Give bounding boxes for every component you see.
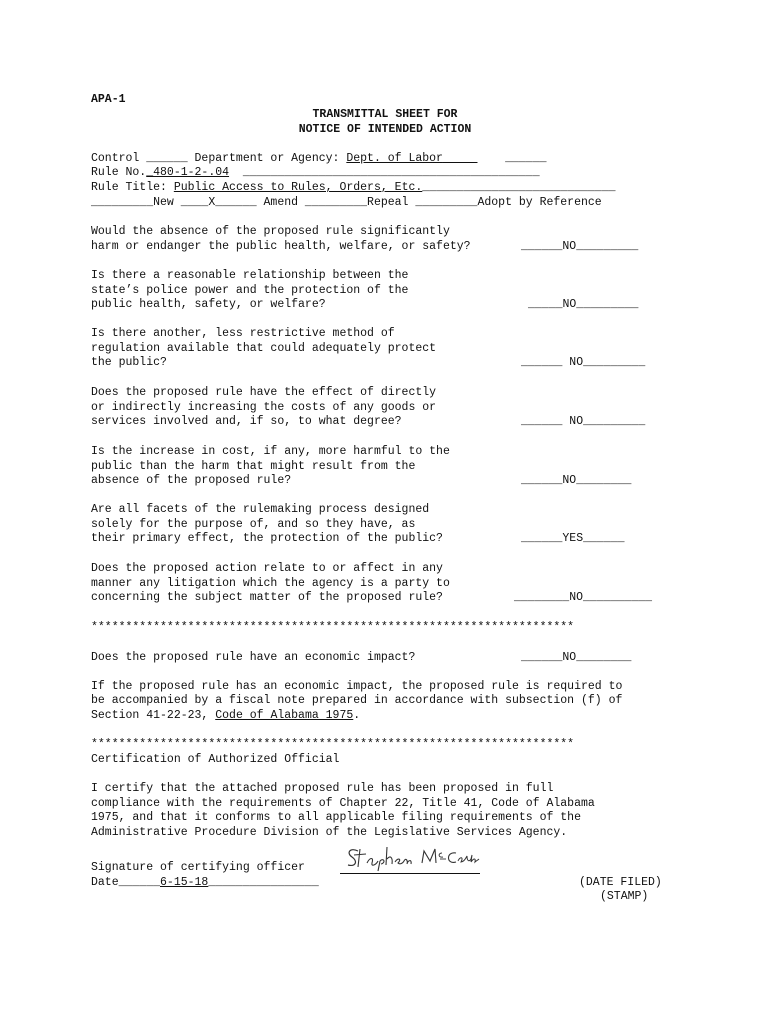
rule-title-fill: ____________________________ bbox=[422, 181, 616, 194]
agency-suffix: ______ bbox=[477, 152, 547, 165]
rule-no-line bbox=[91, 166, 540, 181]
question-6-answer[interactable]: ______YES______ bbox=[521, 532, 625, 546]
signature-field[interactable] bbox=[340, 857, 480, 874]
rule-title-field[interactable]: Public Access to Rules, Orders, Etc. bbox=[173, 181, 423, 194]
economic-answer[interactable]: ______NO________ bbox=[521, 651, 632, 664]
certification-line-1: I certify that the attached proposed rule has been proposed in full bbox=[91, 782, 554, 795]
economic-question: Does the proposed rule have an economic impact? bbox=[91, 651, 416, 664]
section-reference: Section 41-22-23, bbox=[91, 709, 216, 722]
question-3-line-3: the public? bbox=[91, 356, 167, 370]
title-line-2: NOTICE OF INTENDED ACTION bbox=[298, 123, 472, 136]
question-5-answer[interactable]: ______NO________ bbox=[521, 474, 632, 488]
question-4-line-3: services involved and, if so, to what degree? bbox=[91, 415, 402, 429]
question-4-answer[interactable]: ______ NO_________ bbox=[521, 415, 646, 429]
handwritten-signature bbox=[340, 843, 480, 873]
question-2-answer[interactable]: _____NO_________ bbox=[528, 298, 639, 312]
question-4-line-2: or indirectly increasing the costs of any goods or bbox=[91, 400, 437, 414]
economic-paragraph-line-2: be accompanied by a fiscal note prepared in accordance with subsection (f) of bbox=[91, 694, 623, 707]
question-2-line-2: state’s police power and the protection of the bbox=[91, 283, 409, 297]
certification-line-2: compliance with the requirements of Chapter 22, Title 41, Code of Alabama bbox=[91, 797, 595, 810]
question-6-line-1: Are all facets of the rulemaking process designed bbox=[91, 503, 430, 516]
question-7-line-1: Does the proposed action relate to or affect in any bbox=[91, 562, 443, 575]
signature-label: Signature of certifying officer bbox=[91, 861, 305, 874]
question-6-line-3: their primary effect, the protection of the public? bbox=[91, 532, 443, 546]
stamp-label: (STAMP) bbox=[600, 890, 649, 903]
question-4-line-1: Does the proposed rule have the effect of directly bbox=[91, 386, 437, 399]
question-5-line-1: Is the increase in cost, if any, more harmful to the bbox=[91, 445, 450, 458]
question-7-answer[interactable]: ________NO__________ bbox=[514, 591, 653, 605]
separator-1: ********************************************************************** bbox=[91, 621, 575, 634]
rule-no-fill: ___________________________________________ bbox=[229, 166, 540, 179]
period: . bbox=[353, 709, 361, 722]
question-1-answer[interactable]: ______NO_________ bbox=[521, 239, 639, 253]
rule-no-field[interactable]: _480-1-2-.04 bbox=[146, 166, 230, 179]
question-2-line-3: public health, safety, or welfare? bbox=[91, 298, 326, 312]
question-3-line-1: Is there another, less restrictive method of bbox=[91, 327, 395, 340]
certification-line-3: 1975, and that it conforms to all applicable filing requirements of the bbox=[91, 811, 581, 824]
certification-heading: Certification of Authorized Official bbox=[91, 753, 340, 766]
form-id: APA-1 bbox=[91, 93, 126, 106]
question-6-line-2: solely for the purpose of, and so they have, as bbox=[91, 517, 416, 531]
title-line-1: TRANSMITTAL SHEET FOR bbox=[312, 108, 458, 121]
rule-title-label: Rule Title: bbox=[91, 181, 174, 194]
control-agency-label: Control ______ Department or Agency: bbox=[91, 152, 347, 165]
question-7-line-3: concerning the subject matter of the proposed rule? bbox=[91, 591, 443, 605]
rule-no-label: Rule No. bbox=[91, 166, 147, 179]
question-2-line-1: Is there a reasonable relationship between the bbox=[91, 269, 409, 282]
date-field[interactable]: 6-15-18 bbox=[160, 876, 209, 889]
question-1-line-2: harm or endanger the public health, welfare, or safety? bbox=[91, 239, 471, 253]
date-label: Date______ bbox=[91, 876, 161, 889]
control-agency-line bbox=[91, 152, 547, 167]
agency-field-fill bbox=[443, 152, 478, 165]
agency-field[interactable]: Dept. of Labor bbox=[346, 152, 443, 165]
question-1-line-1: Would the absence of the proposed rule significantly bbox=[91, 225, 450, 238]
question-5-line-3: absence of the proposed rule? bbox=[91, 474, 292, 488]
separator-2: ********************************************************************** bbox=[91, 738, 575, 751]
question-3-line-2: regulation available that could adequately protect bbox=[91, 341, 437, 355]
date-line bbox=[91, 876, 319, 891]
code-of-alabama-citation: Code of Alabama 1975 bbox=[215, 709, 354, 722]
question-3-answer[interactable]: ______ NO_________ bbox=[521, 356, 646, 370]
question-5-line-2: public than the harm that might result from the bbox=[91, 459, 416, 473]
action-type-line[interactable]: _________New ____X______ Amend _________Repeal _________Adopt by Reference bbox=[91, 196, 602, 209]
date-fill: ________________ bbox=[208, 876, 319, 889]
certification-line-4: Administrative Procedure Division of the Legislative Services Agency. bbox=[91, 826, 568, 839]
question-7-line-2: manner any litigation which the agency is a party to bbox=[91, 576, 450, 590]
economic-paragraph-line-1: If the proposed rule has an economic impact, the proposed rule is required to bbox=[91, 680, 623, 693]
economic-paragraph-line-3 bbox=[91, 709, 360, 724]
rule-title-line bbox=[91, 181, 616, 196]
date-filed-label: (DATE FILED) bbox=[579, 876, 662, 889]
